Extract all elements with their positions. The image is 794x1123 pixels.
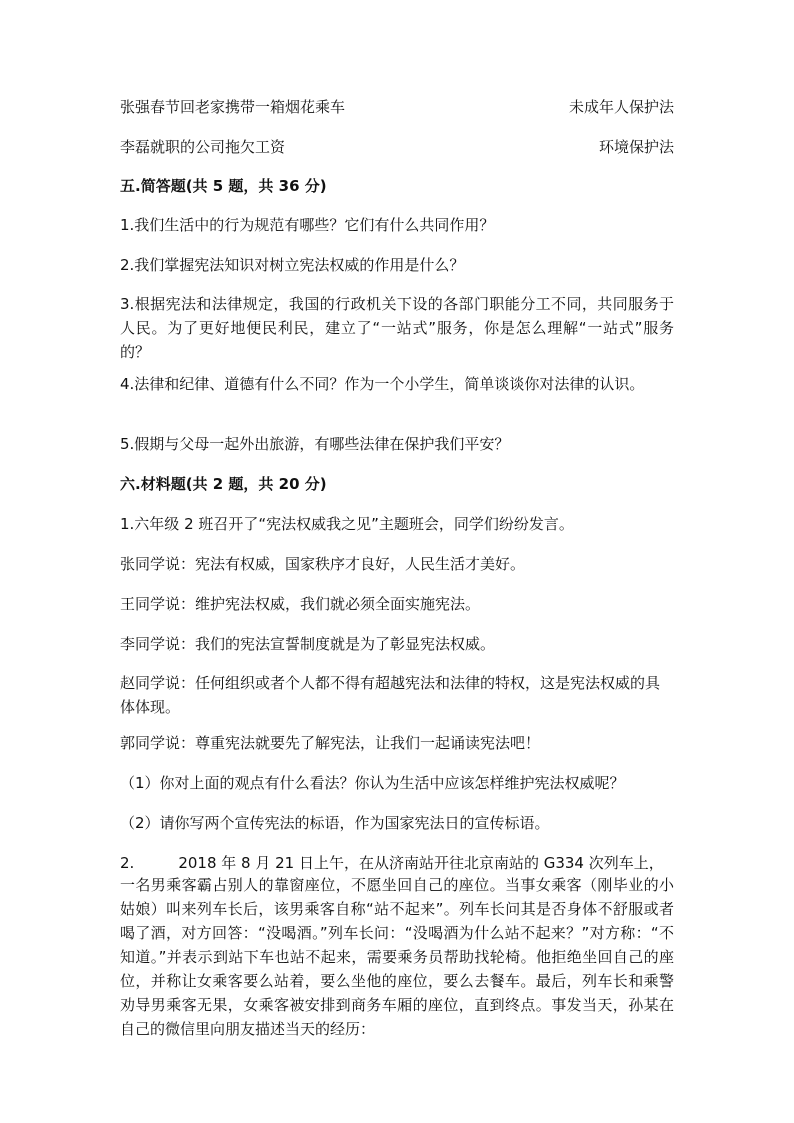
material-2-number: 2. <box>120 854 135 872</box>
section-5-title: 五.简答题(共 5 题，共 36 分) <box>120 177 327 195</box>
material-1-li: 李同学说：我们的宪法宣誓制度就是为了彰显宪法权威。 <box>120 635 496 653</box>
material-1-wang: 王同学说：维护宪法权威，我们就必须全面实施宪法。 <box>120 595 481 613</box>
question-5-5: 5.假期与父母一起外出旅游，有哪些法律在保护我们平安？ <box>120 435 510 453</box>
matching-right-1: 未成年人保护法 <box>568 98 674 116</box>
material-1-zhang: 张同学说：宪法有权威，国家秩序才良好，人民生活才美好。 <box>120 555 526 573</box>
material-1-sub-2: （2）请你写两个宣传宪法的标语，作为国家宪法日的宣传标语。 <box>120 814 550 832</box>
material-1-zhao: 赵同学说：任何组织或者个人都不得有超越宪法和法律的特权，这是宪法权威的具体体现。 <box>120 674 661 716</box>
material-2-paragraph: 一名男乘客霸占别人的靠窗座位，不愿坐回自己的座位。当事女乘客（刚毕业的小姑娘）叫来列车长后，该男乘客自称“站不起来”。列车长问其是否身体不舒服或者喝了酒，对方回答：“没喝酒。”列车长问：“没喝酒为什么站不起来？”对方称：“不知道。”并表示到站下车也站不起来，需要乘务员帮助找轮椅。他拒绝坐回自己的座位，并称让女乘客要么站着，要么坐他的座位，要么去餐车。最后，列车长和乘警劝导男乘客无果，女乘客被安排到商务车厢的座位，直到终点。事发当天，孙某在自己的微信里向朋友描述当天的经历： <box>120 876 674 1038</box>
question-5-4: 4.法律和纪律、道德有什么不同？作为一个小学生，简单谈谈你对法律的认识。 <box>120 375 645 393</box>
material-2-first-text: 2018 年 8 月 21 日上午，在从济南站开往北京南站的 G334 次列车上， <box>178 854 664 872</box>
matching-row-1 <box>120 96 674 118</box>
question-5-3: 3.根据宪法和法律规定，我国的行政机关下设的各部门职能分工不同，共同服务于人民。为了更好地便民利民，建立了“一站式”服务，你是怎么理解“一站式”服务的？ <box>120 295 674 361</box>
matching-left-1: 张强春节回老家携带一箱烟花乘车 <box>120 98 346 116</box>
section-6-title: 六.材料题(共 2 题，共 20 分) <box>120 475 327 493</box>
material-1-guo: 郭同学说：尊重宪法就要先了解宪法，让我们一起诵读宪法吧！ <box>120 734 541 752</box>
question-5-1: 1.我们生活中的行为规范有哪些？它们有什么共同作用？ <box>120 216 495 234</box>
matching-row-2 <box>120 136 674 158</box>
matching-right-2: 环境保护法 <box>598 138 674 156</box>
material-1-intro: 1.六年级 2 班召开了“宪法权威我之见”主题班会，同学们纷纷发言。 <box>120 515 574 533</box>
matching-left-2: 李磊就职的公司拖欠工资 <box>120 138 286 156</box>
material-2-first-line <box>120 852 674 874</box>
question-5-2: 2.我们掌握宪法知识对树立宪法权威的作用是什么？ <box>120 256 465 274</box>
material-1-sub-1: （1）你对上面的观点有什么看法？你认为生活中应该怎样维护宪法权威呢？ <box>120 774 625 792</box>
